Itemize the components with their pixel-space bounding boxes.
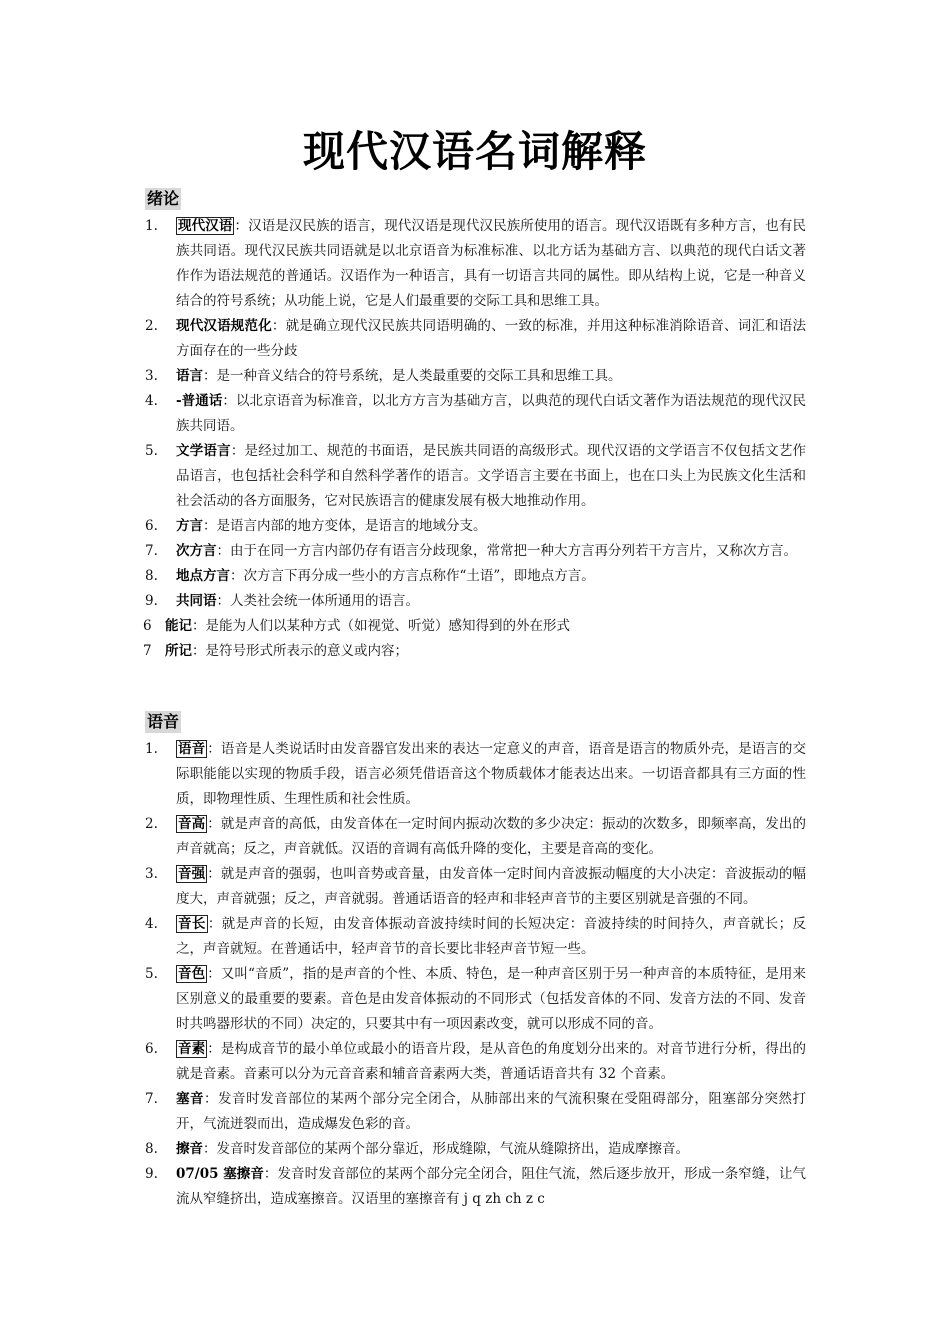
list-item bbox=[0, 364, 806, 389]
definition-text: 就是声音的高低，由发音体在一定时间内振动次数的多少决定：振动的次数多，即频率高，发出的声音就高；反之，声音就低。汉语的音调有高低升降的变化，主要是音高的变化。 bbox=[176, 816, 807, 857]
item-number: 5. bbox=[145, 966, 158, 982]
term-label: 所记 bbox=[165, 643, 192, 659]
definition-text: 就是声音的长短，由发音体振动音波持续时间的长短决定：音波持续的时间持久，声音就长；反之，声音就短。在普通话中，轻声音节的音长要比非轻声音节短一些。 bbox=[176, 916, 807, 957]
term-separator: ： bbox=[271, 318, 286, 334]
item-number: 5. bbox=[145, 443, 158, 459]
term-separator: ： bbox=[216, 543, 230, 559]
definition-text: 发音时发音部位的某两个部分靠近，形成缝隙，气流从缝隙挤出，造成摩擦音。 bbox=[216, 1141, 689, 1157]
item-number: 6. bbox=[145, 518, 158, 534]
definition-text: 是语言内部的地方变体，是语言的地域分支。 bbox=[216, 518, 487, 534]
term-label: 文学语言 bbox=[176, 443, 231, 459]
term-label: 地点方言 bbox=[176, 568, 230, 584]
term-separator: ： bbox=[234, 218, 249, 234]
term-label: 擦音 bbox=[176, 1141, 203, 1157]
term-label: 语音 bbox=[178, 741, 206, 757]
term-label: 音长 bbox=[178, 916, 206, 932]
term-label: 音色 bbox=[178, 966, 206, 982]
definition-text: 语音是人类说话时由发音器官发出来的表达一定意义的声音，语音是语言的物质外壳，是语言的交际职能能以实现的物质手段，语言必须凭借语音这个物质载体才能表达出来。一切语音都具有三方面的性质，即物理性质、生理性质和社会性质。 bbox=[176, 741, 807, 807]
term-list bbox=[0, 214, 950, 664]
definition-text: 就是声音的强弱，也叫音势或音量，由发音体一定时间内音波振动幅度的大小决定：音波振动的幅度大，声音就强；反之，声音就弱。普通话语音的轻声和非轻声音节的主要区别就是音强的不同。 bbox=[176, 866, 807, 907]
list-item bbox=[0, 1087, 806, 1137]
list-item bbox=[0, 564, 806, 589]
term-separator: ： bbox=[263, 1166, 278, 1182]
definition-text: 汉语是汉民族的语言，现代汉语是现代汉民族所使用的语言。现代汉语既有多种方言，也有民族共同语。现代汉民族共同语就是以北京语音为标准标准、以北方话为基础方言、以典范的现代白话文著作作为语法规范的普通话。汉语作为一种语言，具有一切语言共同的属性。即从结构上说，它是一种音义结合的符号系统；从功能上说，它是人们最重要的交际工具和思维工具。 bbox=[176, 218, 807, 309]
list-item bbox=[0, 214, 806, 314]
definition-text: 次方言下再分成一些小的方言点称作“土语”，即地点方言。 bbox=[243, 568, 595, 584]
item-number: 6 bbox=[143, 618, 152, 634]
term-label: 07/05 塞擦音 bbox=[176, 1166, 264, 1182]
definition-text: 是符号形式所表示的意义或内容； bbox=[205, 643, 408, 659]
section-heading: 绪论 bbox=[147, 189, 180, 208]
term-separator: ： bbox=[230, 568, 244, 584]
definition-text: 是一种音义结合的符号系统，是人类最重要的交际工具和思维工具。 bbox=[216, 368, 622, 384]
term-separator: ： bbox=[207, 816, 221, 832]
list-item bbox=[0, 439, 806, 514]
item-number: 2. bbox=[145, 318, 158, 334]
term-label: 现代汉语 bbox=[178, 218, 233, 234]
list-item bbox=[0, 737, 806, 812]
term-separator: ： bbox=[203, 368, 217, 384]
list-item bbox=[0, 912, 806, 962]
item-number: 9. bbox=[145, 1166, 158, 1182]
term-separator: ： bbox=[222, 393, 236, 409]
term-label: 方言 bbox=[176, 518, 203, 534]
list-item bbox=[0, 614, 806, 639]
term-separator: ： bbox=[230, 443, 245, 459]
term-separator: ： bbox=[207, 916, 222, 932]
term-separator: ： bbox=[207, 966, 221, 982]
definition-text: 发音时发音部位的某两个部分完全闭合，阻住气流，然后逐步放开，形成一条窄缝，让气流从窄缝挤出，造成塞擦音。汉语里的塞擦音有 j q zh ch z c bbox=[176, 1166, 806, 1207]
item-number: 6. bbox=[145, 1041, 158, 1057]
term-label: 塞音 bbox=[176, 1091, 205, 1107]
list-item bbox=[0, 812, 806, 862]
definition-text: 是经过加工、规范的书面语，是民族共同语的高级形式。现代汉语的文学语言不仅包括文艺作品语言，也包括社会科学和自然科学著作的语言。文学语言主要在书面上，也在口头上为民族文化生活和社会活动的各方面服务，它对民族语言的健康发展有极大地推动作用。 bbox=[176, 443, 807, 509]
item-number: 3. bbox=[145, 368, 158, 384]
term-label: 音强 bbox=[178, 866, 206, 882]
definition-text: 是构成音节的最小单位或最小的语音片段，是从音色的角度划分出来的。对音节进行分析，得出的就是音素。音素可以分为元音音素和辅音音素两大类，普通话语音共有 32 个音素。 bbox=[176, 1041, 807, 1082]
term-label: 语言 bbox=[176, 368, 203, 384]
list-item bbox=[0, 539, 806, 564]
term-label: 共同语 bbox=[176, 593, 217, 609]
term-separator: ： bbox=[203, 1141, 217, 1157]
definition-text: 由于在同一方言内部仍存有语言分歧现象，常常把一种大方言再分列若干方言片，又称次方言。 bbox=[230, 543, 797, 559]
definition-text: 人类社会统一体所通用的语言。 bbox=[230, 593, 419, 609]
list-item bbox=[0, 639, 806, 664]
term-separator: ： bbox=[192, 618, 206, 634]
item-number: 3. bbox=[145, 866, 158, 882]
list-item bbox=[0, 862, 806, 912]
definition-text: 就是确立现代汉民族共同语明确的、一致的标准，并用这种标准消除语音、词汇和语法方面存在的一些分歧 bbox=[176, 318, 807, 359]
item-number: 9. bbox=[145, 593, 158, 609]
definition-text: 发音时发音部位的某两个部分完全闭合，从肺部出来的气流积聚在受阻碍部分，阻塞部分突然打开，气流迸裂而出，造成爆发色彩的音。 bbox=[176, 1091, 807, 1132]
list-item bbox=[0, 514, 806, 539]
item-number: 8. bbox=[145, 1141, 158, 1157]
item-number: 7 bbox=[143, 643, 152, 659]
item-number: 1. bbox=[145, 218, 158, 234]
section-heading: 语音 bbox=[147, 712, 180, 731]
term-separator: ： bbox=[204, 1091, 219, 1107]
list-item bbox=[0, 1137, 806, 1162]
item-number: 7. bbox=[145, 1091, 158, 1107]
item-number: 8. bbox=[145, 568, 158, 584]
list-item bbox=[0, 1162, 806, 1212]
definition-text: 以北京语音为标准音，以北方方言为基础方言，以典范的现代白话文著作为语法规范的现代汉民族共同语。 bbox=[176, 393, 807, 434]
item-number: 7. bbox=[145, 543, 158, 559]
term-separator: ： bbox=[207, 866, 221, 882]
term-label: -普通话 bbox=[176, 393, 223, 409]
term-label: 音高 bbox=[178, 816, 206, 832]
term-separator: ： bbox=[207, 741, 221, 757]
term-separator: ： bbox=[216, 593, 230, 609]
item-number: 2. bbox=[145, 816, 158, 832]
list-item bbox=[0, 962, 806, 1037]
term-label: 次方言 bbox=[176, 543, 217, 559]
page-title: 现代汉语名词解释 bbox=[302, 127, 647, 176]
list-item bbox=[0, 1037, 806, 1087]
definition-text: 又叫“音质”，指的是声音的个性、本质、特色，是一种声音区别于另一种声音的本质特征，是用来区别意义的最重要的要素。音色是由发音体振动的不同形式（包括发音体的不同、发音方法的不同、发音时共鸣器形状的不同）决定的，只要其中有一项因素改变，就可以形成不同的音。 bbox=[176, 966, 807, 1032]
term-separator: ： bbox=[203, 518, 217, 534]
list-item bbox=[0, 389, 806, 439]
item-number: 4. bbox=[145, 393, 158, 409]
definition-text: 是能为人们以某种方式（如视觉、听觉）感知得到的外在形式 bbox=[205, 618, 570, 634]
list-item bbox=[0, 314, 806, 364]
term-label: 能记 bbox=[165, 618, 192, 634]
term-list bbox=[0, 737, 950, 1212]
item-number: 4. bbox=[145, 916, 158, 932]
term-separator: ： bbox=[192, 643, 206, 659]
list-item bbox=[0, 589, 806, 614]
item-number: 1. bbox=[145, 741, 158, 757]
term-separator: ： bbox=[207, 1041, 221, 1057]
term-label: 音素 bbox=[178, 1041, 206, 1057]
term-label: 现代汉语规范化 bbox=[176, 318, 272, 334]
